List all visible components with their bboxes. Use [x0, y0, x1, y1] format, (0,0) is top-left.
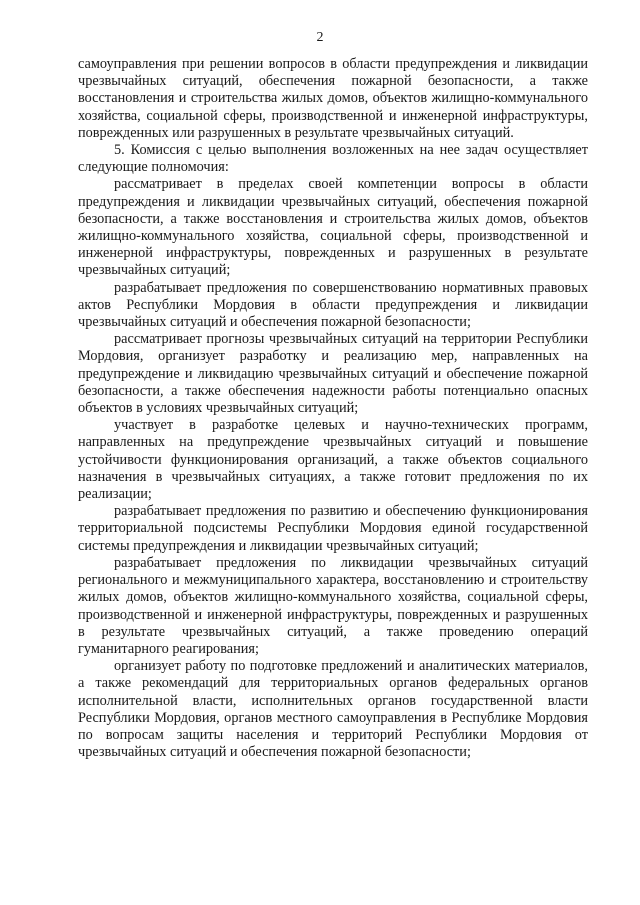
- paragraph-power-analytics: организует работу по подготовке предложений и аналитических материалов, а также рекомендаций для территориальных органов федеральных органов исполнительной власти, исполнительных органов государственной власти Республики Мордовия, органов местного самоуправления в Республике Мордовия по вопросам защиты населения и территорий Республики Мордовия от чрезвычайных ситуаций и обеспечения пожарной безопасности;: [78, 658, 588, 761]
- page-number: 2: [316, 30, 324, 45]
- paragraph-continuation: самоуправления при решении вопросов в области предупреждения и ликвидации чрезвычайных ситуаций, обеспечения пожарной безопасности, а также восстановления и строительства жилых домов, объектов жилищно-коммунального хозяйства, социальной сферы, производственной и инженерной инфраструктуры, поврежденных или разрушенных в результате чрезвычайных ситуаций.: [78, 56, 588, 141]
- document-body: [78, 56, 588, 761]
- paragraph-power-subsystem: разрабатывает предложения по развитию и обеспечению функционирования территориальной подсистемы Республики Мордовия единой государственной системы предупреждения и ликвидации чрезвычайных ситуаций;: [78, 503, 588, 554]
- paragraph-power-reviews-questions: рассматривает в пределах своей компетенции вопросы в области предупреждения и ликвидации чрезвычайных ситуаций, обеспечения пожарной безопасности, а также восстановления и строительства жилых домов, объектов жилищно-коммунального хозяйства, социальной сферы, производственной и инженерной инфраструктуры, поврежденных и разрушенных в результате чрезвычайных ситуаций;: [78, 176, 588, 279]
- paragraph-power-liquidation: разрабатывает предложения по ликвидации чрезвычайных ситуаций регионального и межмуниципального характера, восстановлению и строительству жилых домов, объектов жилищно-коммунального хозяйства, социальной сферы, производственной и инженерной инфраструктуры, поврежденных и разрушенных в результате чрезвычайных ситуаций, а также проведению операций гуманитарного реагирования;: [78, 554, 588, 657]
- paragraph-item-5: 5. Комиссия с целью выполнения возложенных на нее задач осуществляет следующие полномочия:: [78, 142, 588, 176]
- paragraph-power-legal-acts: разрабатывает предложения по совершенствованию нормативных правовых актов Республики Мордовия в области предупреждения и ликвидации чрезвычайных ситуаций и обеспечения пожарной безопасности;: [78, 279, 588, 331]
- paragraph-power-forecasts: рассматривает прогнозы чрезвычайных ситуаций на территории Республики Мордовия, организует разработку и реализацию мер, направленных на предупреждение и ликвидацию чрезвычайных ситуаций и обеспечение пожарной безопасности, а также обеспечения надежности работы потенциально опасных объектов в условиях чрезвычайных ситуаций;: [78, 331, 588, 417]
- paragraph-power-programs: участвует в разработке целевых и научно-технических программ, направленных на предупреждение чрезвычайных ситуаций и повышение устойчивости функционирования организаций, а также объектов социального назначения в чрезвычайных ситуациях, а также готовит предложения по их реализации;: [78, 417, 588, 503]
